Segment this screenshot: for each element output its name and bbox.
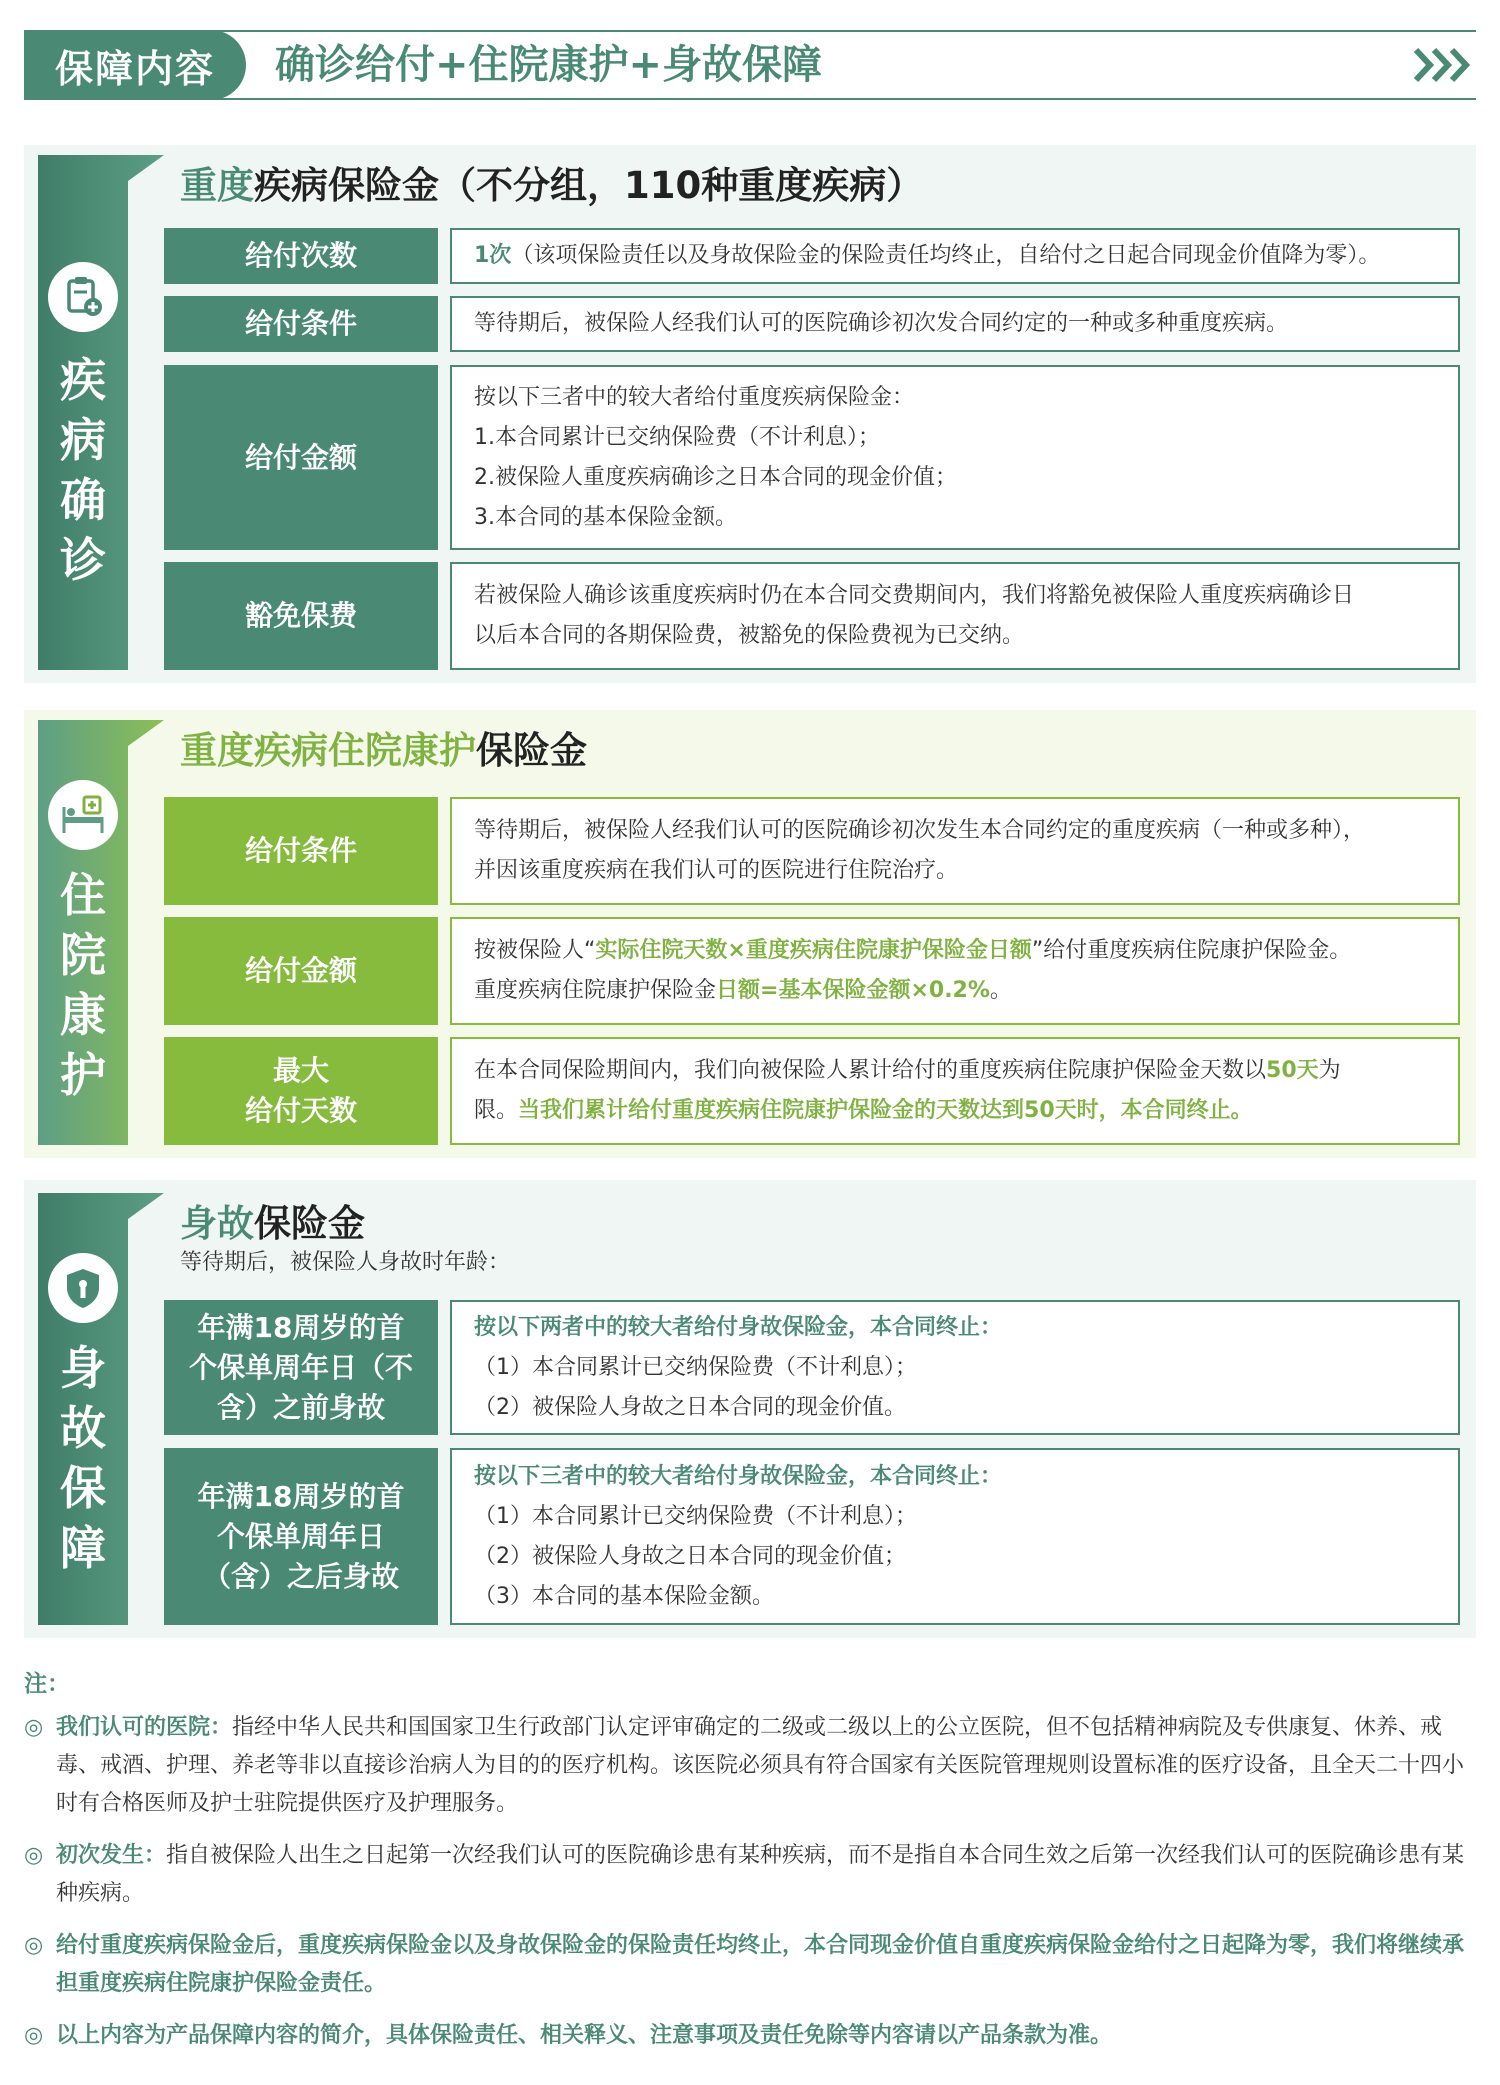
row-line: （2）被保险人身故之日本合同的现金价值； — [474, 1543, 906, 1569]
section-title-accent: 重度 — [180, 164, 254, 207]
side-char: 保 — [60, 1461, 106, 1515]
bullet-icon: ◎ — [24, 1715, 44, 1740]
page-title: 确诊给付+住院康护+身故保障 — [275, 42, 823, 88]
row-line: 3.本合同的基本保险金额。 — [474, 504, 737, 530]
row-line: 等待期后，被保险人经我们认可的医院确诊初次发生本合同约定的重度疾病（一种或多种）， — [474, 818, 1366, 843]
side-char: 诊 — [60, 533, 106, 587]
notes — [24, 1665, 1476, 2069]
hospital-bed-icon — [48, 780, 118, 850]
row-label-after-18 — [164, 1448, 438, 1625]
row-label-line: 年满18周岁的首 — [197, 1479, 405, 1513]
row-label-line: 给付天数 — [244, 1094, 357, 1127]
section-title-accent: 身故 — [180, 1202, 254, 1245]
note-text: 指自被保险人出生之日起第一次经我们认可的医院确诊患有某种疾病，而不是指自本合同生效之后第一次经我们认可的医院确诊患有某种疾病。 — [56, 1843, 1465, 1906]
row-text: 按被保险人“ — [474, 938, 596, 963]
row-label: 给付次数 — [164, 228, 438, 284]
shield-icon — [48, 1253, 118, 1323]
clipboard-plus-icon — [48, 262, 118, 332]
row-text: 等待期后，被保险人经我们认可的医院确诊初次发合同约定的一种或多种重度疾病。 — [474, 311, 1289, 336]
row-label-line: （含）之后身故 — [202, 1559, 399, 1593]
section-title-rest: 疾病保险金（不分组，110种重度疾病） — [254, 164, 924, 207]
section-subtitle: 等待期后，被保险人身故时年龄： — [180, 1250, 511, 1275]
row-label-line: 含）之前身故 — [216, 1390, 385, 1424]
row-content — [450, 296, 1460, 352]
highlight-text: 1次 — [474, 243, 512, 268]
row-label-line: 年满18周岁的首 — [197, 1310, 405, 1344]
row-line: 以后本合同的各期保险费，被豁免的保险费视为已交纳。 — [474, 623, 1025, 648]
row-content — [450, 1037, 1460, 1145]
bullet-icon: ◎ — [24, 1843, 44, 1868]
highlight-text: 实际住院天数×重度疾病住院康护保险金日额 — [595, 938, 1032, 963]
row-label-line: 个保单周年日 — [216, 1519, 385, 1553]
row-line: （2）被保险人身故之日本合同的现金价值。 — [474, 1394, 906, 1420]
note-term: 我们认可的医院： — [56, 1715, 233, 1740]
side-char: 身 — [60, 1341, 106, 1395]
row-label-max-days — [164, 1037, 438, 1145]
section-title-accent: 重度疾病住院康护 — [180, 729, 476, 772]
section-title — [180, 720, 587, 774]
side-char: 障 — [60, 1521, 106, 1575]
row-head: 按以下两者中的较大者给付身故保险金，本合同终止： — [474, 1314, 1003, 1340]
row-label: 给付金额 — [164, 365, 438, 550]
row-line: 1.本合同累计已交纳保险费（不计利息）； — [474, 424, 880, 450]
row-line: 2.被保险人重度疾病确诊之日本合同的现金价值； — [474, 464, 957, 490]
note-item — [24, 1709, 1476, 1823]
row-label: 豁免保费 — [164, 562, 438, 670]
row-head: 按以下三者中的较大者给付身故保险金，本合同终止： — [474, 1463, 1003, 1489]
note-text: 指经中华人民共和国国家卫生行政部门认定评审确定的二级或二级以上的公立医院，但不包括精神病院及专供康复、休养、戒毒、戒酒、护理、养老等非以直接诊治病人为目的的医疗机构。该医院必须具有符合国家有关医院管理规则设置标准的医疗设备，且全天二十四小时有合格医师及护士驻院提供医疗及护理服务。 — [56, 1715, 1465, 1816]
row-content — [450, 562, 1460, 670]
side-char: 院 — [60, 928, 106, 982]
row-line: 并因该重度疾病在我们认可的医院进行住院治疗。 — [474, 858, 959, 883]
side-band-hospital-care — [38, 720, 164, 1145]
row-line: （1）本合同累计已交纳保险费（不计利息）； — [474, 1354, 917, 1380]
side-char: 疾 — [60, 353, 106, 407]
row-text: 为 — [1318, 1058, 1341, 1083]
side-char: 病 — [60, 413, 106, 467]
bullet-icon: ◎ — [24, 2023, 44, 2048]
row-line: （1）本合同累计已交纳保险费（不计利息）； — [474, 1503, 917, 1529]
section-title-rest: 保险金 — [254, 1202, 365, 1245]
side-char: 康 — [60, 988, 106, 1042]
side-char: 故 — [60, 1401, 106, 1455]
highlight-text: 日额=基本保险金额×0.2% — [716, 978, 990, 1003]
row-text: 在本合同保险期间内，我们向被保险人累计给付的重度疾病住院康护保险金天数以 — [474, 1058, 1267, 1083]
note-item — [24, 1837, 1476, 1913]
note-text: 给付重度疾病保险金后，重度疾病保险金以及身故保险金的保险责任均终止，本合同现金价值自重度疾病保险金给付之日起降为零，我们将继续承担重度疾病住院康护保险金责任。 — [56, 1933, 1465, 1996]
row-content — [450, 1448, 1460, 1625]
row-line: 若被保险人确诊该重度疾病时仍在本合同交费期间内，我们将豁免被保险人重度疾病确诊日 — [474, 583, 1355, 608]
row-label: 给付金额 — [164, 917, 438, 1025]
section-title — [180, 155, 923, 209]
note-term: 初次发生： — [56, 1843, 167, 1868]
note-text: 以上内容为产品保障内容的简介，具体保险责任、相关释义、注意事项及责任免除等内容请以产品条款为准。 — [56, 2023, 1113, 2048]
note-item — [24, 2017, 1476, 2055]
row-content — [450, 917, 1460, 1025]
row-label-before-18 — [164, 1300, 438, 1435]
row-text: ”给付重度疾病住院康护保险金。 — [1031, 938, 1352, 963]
note-item — [24, 1927, 1476, 2003]
row-label-line: 个保单周年日（不 — [188, 1350, 413, 1384]
side-char: 确 — [60, 473, 106, 527]
row-label: 给付条件 — [164, 797, 438, 905]
row-content — [450, 365, 1460, 550]
side-char: 护 — [60, 1048, 106, 1102]
row-content — [450, 1300, 1460, 1435]
row-text: 限。 — [474, 1098, 519, 1123]
triple-chevron-right-icon — [1412, 44, 1474, 86]
row-label: 给付条件 — [164, 296, 438, 352]
side-char: 住 — [60, 868, 106, 922]
highlight-text: 当我们累计给付重度疾病住院康护保险金的天数达到50天时，本合同终止。 — [518, 1098, 1253, 1123]
section-title — [180, 1193, 365, 1247]
row-text: 。 — [989, 978, 1012, 1003]
row-label-line: 最大 — [272, 1054, 329, 1087]
side-band-critical-illness — [38, 155, 164, 670]
highlight-text: 50天 — [1266, 1058, 1319, 1083]
row-line: 按以下三者中的较大者给付重度疾病保险金： — [474, 384, 915, 410]
header-tab: 保障内容 — [24, 30, 246, 100]
notes-heading: 注： — [24, 1671, 70, 1697]
row-text: 重度疾病住院康护保险金 — [474, 978, 717, 1003]
section-title-rest: 保险金 — [476, 729, 587, 772]
row-content — [450, 228, 1460, 284]
row-content — [450, 797, 1460, 905]
row-text: （该项保险责任以及身故保险金的保险责任均终止，自给付之日起合同现金价值降为零）。 — [511, 243, 1381, 268]
side-band-death-benefit — [38, 1193, 164, 1625]
bullet-icon: ◎ — [24, 1933, 44, 1958]
row-line: （3）本合同的基本保险金额。 — [474, 1583, 774, 1609]
